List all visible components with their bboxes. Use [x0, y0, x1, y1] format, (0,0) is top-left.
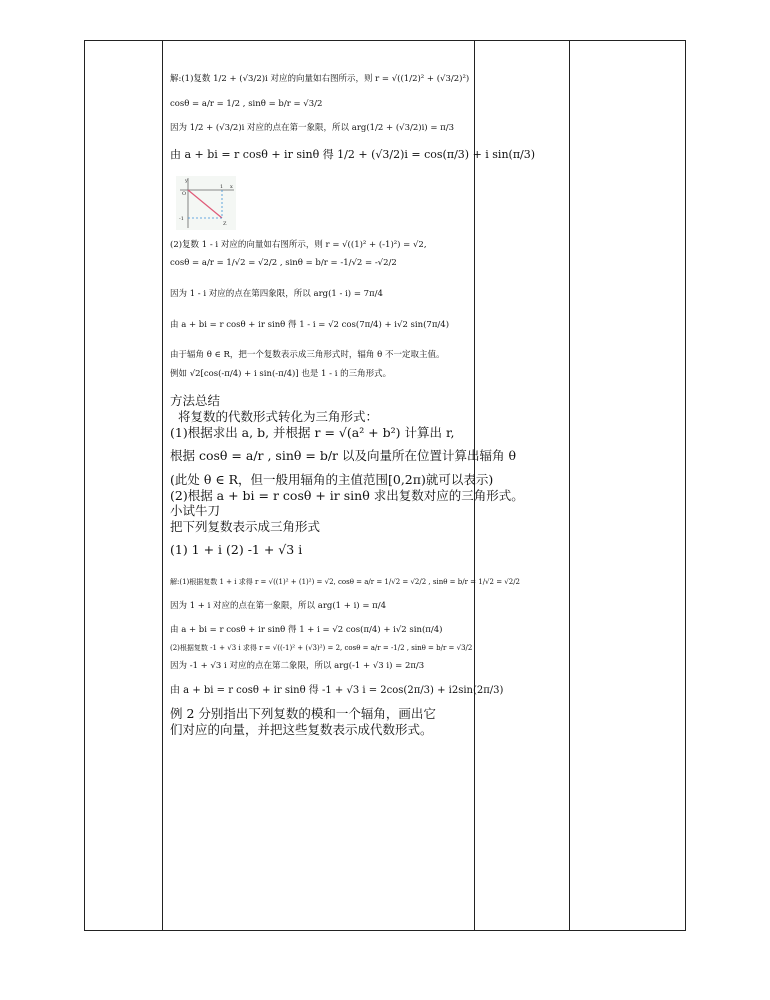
practice-prompt: 把下列复数表示成三角形式 [170, 518, 321, 534]
solution2-line6: 例如 √2[cos(-π/4) + i sin(-π/4)] 也是 1 - i 的三角形式。 [170, 368, 392, 379]
column-divider-1 [162, 40, 163, 931]
practice-sol2-line3: 由 a + bi = r cosθ + ir sinθ 得 -1 + √3 i = 2cos(2π/3) + i2sin(2π/3) [170, 685, 504, 697]
method-step2: 根据 cosθ = a/r , sinθ = b/r 以及向量所在位置计算出辐角 θ [170, 448, 516, 464]
column-divider-3 [569, 40, 570, 931]
practice-sol1-line3: 由 a + bi = r cosθ + ir sinθ 得 1 + i = √2 cos(π/4) + i√2 sin(π/4) [170, 625, 443, 636]
example2-line2: 们对应的向量，并把这些复数表示成代数形式。 [170, 721, 433, 737]
example2-line1: 例 2 分别指出下列复数的模和一个辐角，画出它 [170, 705, 436, 721]
y-label: y [185, 177, 188, 184]
practice-title: 小试牛刀 [170, 503, 221, 519]
solution1-line3: 因为 1/2 + (√3/2)i 对应的点在第一象限，所以 arg(1/2 + (√3/2)i) = π/3 [170, 123, 455, 134]
vector-diagram [176, 176, 236, 230]
practice-sol2-line1: (2)根据复数 -1 + √3 i 求得 r = √((-1)² + (√3)²) = 2, cosθ = a/r = -1/2 , sinθ = b/r = √3/2 [170, 644, 473, 652]
method-step4: (2)根据 a + bi = r cosθ + ir sinθ 求出复数对应的三角形式。 [170, 487, 524, 503]
solution1-line2: cosθ = a/r = 1/2 , sinθ = b/r = √3/2 [170, 98, 323, 109]
vector-figure [176, 176, 236, 230]
method-step3: (此处 θ ∈ R，但一般用辐角的主值范围[0,2π)就可以表示) [170, 471, 494, 487]
method-intro: 将复数的代数形式转化为三角形式： [178, 409, 379, 424]
practice-sol2-line2: 因为 -1 + √3 i 对应的点在第二象限，所以 arg(-1 + √3 i) = 2π/3 [170, 660, 425, 671]
practice-sol1-line2: 因为 1 + i 对应的点在第一象限，所以 arg(1 + i) = π/4 [170, 600, 387, 611]
figure-background [176, 176, 236, 230]
origin-label: O [182, 190, 187, 197]
x-label: x [230, 183, 233, 190]
practice-items: (1) 1 + i (2) -1 + √3 i [170, 542, 303, 558]
solution2-line2: cosθ = a/r = 1/√2 = √2/2 , sinθ = b/r = -1/√2 = -√2/2 [170, 258, 397, 269]
tick-y-label: -1 [179, 215, 184, 222]
tick-x-label: 1 [220, 183, 224, 190]
method-step1: (1)根据求出 a, b, 并根据 r = √(a² + b²) 计算出 r, [170, 424, 455, 440]
solution2-line3: 因为 1 - i 对应的点在第四象限，所以 arg(1 - i) = 7π/4 [170, 288, 383, 299]
practice-sol1-line1: 解:(1)根据复数 1 + i 求得 r = √((1)² + (1)²) = √2, cosθ = a/r = 1/√2 = √2/2 , sinθ = b/r = 1/√2 = √2/2 [170, 578, 521, 586]
solution2-line1: (2)复数 1 - i 对应的向量如右图所示，则 r = √((1)² + (-1)²) = √2, [170, 239, 427, 250]
solution1-line1: 解:(1)复数 1/2 + (√3/2)i 对应的向量如右图所示，则 r = √((1/2)² + (√3/2)²) [170, 74, 470, 84]
method-title: 方法总结 [170, 393, 221, 409]
point-label: Z [223, 220, 227, 227]
solution1-line4: 由 a + bi = r cosθ + ir sinθ 得 1/2 + (√3/2)i = cos(π/3) + i sin(π/3) [170, 147, 536, 161]
solution2-line5: 由于辐角 θ ∈ R，把一个复数表示成三角形式时，辐角 θ 不一定取主值。 [170, 350, 445, 361]
content-cell [170, 74, 536, 737]
solution2-line4: 由 a + bi = r cosθ + ir sinθ 得 1 - i = √2 cos(7π/4) + i√2 sin(7π/4) [170, 319, 450, 330]
